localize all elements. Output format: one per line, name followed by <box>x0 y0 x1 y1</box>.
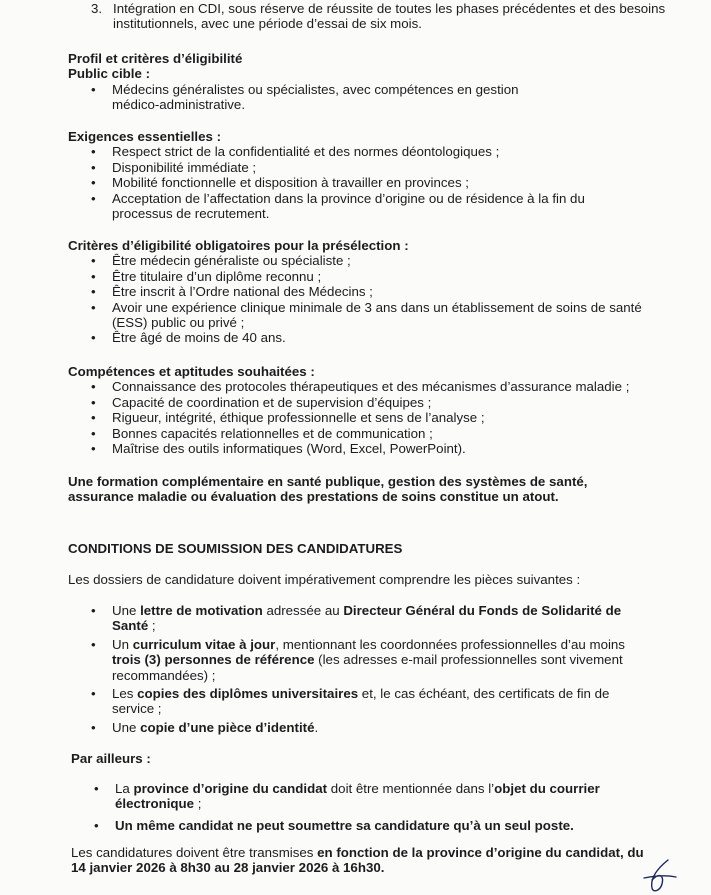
handwritten-initial <box>638 858 678 895</box>
text: Une <box>112 603 141 618</box>
list-item: • Mobilité fonctionnelle et disposition à travailler en provinces ; <box>68 175 643 190</box>
list-item: • Capacité de coordination et de supervision d’équipes ; <box>68 395 688 410</box>
text: ; <box>148 618 156 634</box>
piece-item-identite <box>68 720 648 735</box>
text-bold: trois (3) personnes de référence <box>112 652 315 668</box>
list-item: • Médecins généralistes ou spécialistes, avec compétences en gestion médico-administrative. <box>68 82 628 113</box>
piece-item-diplomes <box>68 686 648 717</box>
exigences-list <box>68 144 643 221</box>
text-bold: province d’origine du candidat <box>133 781 328 796</box>
text: et, le cas échéant, des certificats de fin de service ; <box>112 686 610 717</box>
text-bold: copies des diplômes universitaires <box>137 686 359 702</box>
text: Une <box>112 719 141 735</box>
par-ailleurs-heading: Par ailleurs : <box>71 751 151 766</box>
competences-list <box>68 379 688 456</box>
criteres-list <box>68 253 643 345</box>
conditions-heading: CONDITIONS DE SOUMISSION DES CANDIDATURES <box>68 541 403 556</box>
text-bold: copie d’une pièce d’identité <box>140 719 315 735</box>
text: Les candidatures doivent être transmises <box>71 845 318 860</box>
text-bold: Directeur Général du Fonds de Solidarité de Santé <box>112 603 622 634</box>
text-bold: Un même candidat ne peut soumettre sa candidature qu’à un seul poste. <box>115 817 574 833</box>
text: ; <box>194 796 202 812</box>
text: (les adresses e-mail professionnelles sont vivement recommandées) ; <box>112 652 623 683</box>
text: Un <box>112 636 133 652</box>
item-text: Intégration en CDI, sous réserve de réussite de toutes les phases précédentes et des besoins institutionnels, avec une période d’essai de six mois. <box>113 1 666 32</box>
text: Les <box>112 686 138 702</box>
list-item: • Être titulaire d’un diplôme reconnu ; <box>68 269 643 284</box>
text: doit être mentionnée dans l’ <box>327 781 495 796</box>
text: adressée au <box>262 603 344 618</box>
text-bold: curriculum vitae à jour <box>132 636 276 652</box>
criteres-heading: Critères d’éligibilité obligatoires pour la présélection : <box>68 238 409 253</box>
competences-section <box>68 364 688 456</box>
list-item: • Être âgé de moins de 40 ans. <box>68 330 643 345</box>
criteres-section <box>68 238 668 346</box>
numbered-item-3 <box>91 1 673 32</box>
list-item: • Connaissance des protocoles thérapeutiques et des mécanismes d’assurance maladie ; <box>68 379 688 394</box>
text-bold: objet du courrier électronique <box>115 781 600 812</box>
closing-paragraph <box>71 845 646 876</box>
piece-item-lettre <box>68 603 648 634</box>
list-item: • Être médecin généraliste ou spécialiste ; <box>68 253 643 268</box>
conditions-intro: Les dossiers de candidature doivent impérativement comprendre les pièces suivantes : <box>68 572 581 587</box>
piece-item-cv <box>68 637 648 683</box>
par-ailleurs-item-unique <box>71 818 631 833</box>
list-item: • Disponibilité immédiate ; <box>68 160 643 175</box>
profil-section <box>68 51 668 113</box>
list-item: • Rigueur, intégrité, éthique professionnelle et sens de l’analyse ; <box>68 410 688 425</box>
par-ailleurs-item-province <box>71 781 631 812</box>
item-number: 3. <box>91 1 103 16</box>
list-item: • Maîtrise des outils informatiques (Word, Excel, PowerPoint). <box>68 441 688 456</box>
list-item: • Acceptation de l’affectation dans la province d’origine ou de résidence à la fin du processus de recrutement. <box>68 191 643 222</box>
text-bold: en fonction de la province d’origine du candidat, du 14 janvier 2026 à 8h30 au 28 janvier 2026 à 16h30. <box>71 845 644 876</box>
list-item: • Respect strict de la confidentialité et des normes déontologiques ; <box>68 144 643 159</box>
par-ailleurs-list <box>71 781 631 836</box>
exigences-heading: Exigences essentielles : <box>68 129 221 144</box>
text-bold: lettre de motivation <box>140 603 263 618</box>
list-item: • Avoir une expérience clinique minimale de 3 ans dans un établissement de soins de santé (ESS) public ou privé ; <box>68 300 643 331</box>
public-cible-heading: Public cible : <box>68 66 151 82</box>
text: La <box>115 781 134 796</box>
profil-heading: Profil et critères d’éligibilité <box>68 51 243 66</box>
text: , mentionnant les coordonnées professionnelles d’au moins <box>275 636 625 652</box>
atout-paragraph: Une formation complémentaire en santé publique, gestion des systèmes de santé, assurance maladie ou évaluation des prestations de soins constitue un atout. <box>68 474 588 505</box>
list-item: • Bonnes capacités relationnelles et de communication ; <box>68 426 688 441</box>
list-item: • Être inscrit à l’Ordre national des Médecins ; <box>68 284 643 299</box>
text: . <box>314 719 319 735</box>
pieces-list <box>68 603 648 738</box>
exigences-section <box>68 129 668 221</box>
public-cible-list <box>68 82 628 113</box>
competences-heading: Compétences et aptitudes souhaitées : <box>68 364 315 379</box>
